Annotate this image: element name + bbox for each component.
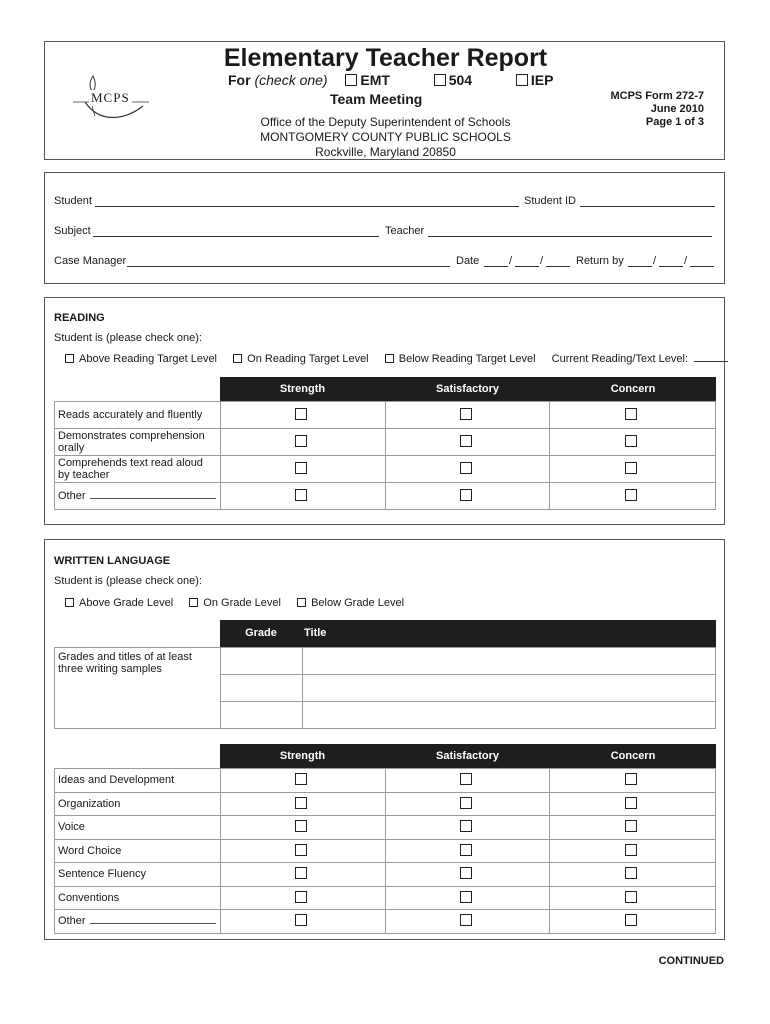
reading-row-label: Comprehends text read aloud by teacher [55,456,221,483]
written-row-label: Conventions [55,886,221,910]
date-label: Date [456,255,480,267]
title-header: Title [304,627,327,639]
teacher-field[interactable] [428,236,712,237]
city-address: Rockville, Maryland 20850 [315,145,456,159]
reading-2-satisfactory-checkbox[interactable] [460,462,472,474]
page-number: Page 1 of 3 [645,116,704,128]
subject-field[interactable] [93,236,379,237]
reading-options-row [65,353,728,365]
written-1-concern-checkbox[interactable] [625,797,637,809]
written-row-label: Voice [55,816,221,840]
reading-other-field[interactable] [90,498,216,499]
written-6-concern-checkbox[interactable] [625,914,637,926]
written-row-label: Ideas and Development [55,769,221,793]
written-3-strength-checkbox[interactable] [295,844,307,856]
written-row-label: Other [55,910,221,934]
table-row [55,769,716,793]
date-slash-2: / [540,255,544,267]
continued-label: CONTINUED [658,955,724,967]
return-month-field[interactable] [628,266,652,267]
writing-samples-table [54,647,716,729]
written-concern-header: Concern [610,750,656,762]
written-0-strength-checkbox[interactable] [295,773,307,785]
above-grade-checkbox[interactable] [65,598,74,607]
written-2-strength-checkbox[interactable] [295,820,307,832]
written-prompt: Student is (please check one): [54,575,202,587]
reading-1-concern-checkbox[interactable] [625,435,637,447]
return-slash-1: / [653,255,657,267]
reading-row-label: Other [55,483,221,510]
date-month-field[interactable] [484,266,508,267]
reading-rating-table [54,401,716,510]
reading-0-concern-checkbox[interactable] [625,408,637,420]
current-level-label: Current Reading/Text Level: [551,353,689,365]
form-number: MCPS Form 272-7 [610,90,704,102]
above-reading-checkbox[interactable] [65,354,74,363]
sample-grade-cell[interactable] [220,702,302,729]
written-6-satisfactory-checkbox[interactable] [460,914,472,926]
above-grade-label: Above Grade Level [79,597,174,609]
subject-label: Subject [54,225,91,237]
table-row [55,429,716,456]
case-manager-field[interactable] [127,266,450,267]
written-other-field[interactable] [90,923,216,924]
on-grade-checkbox[interactable] [189,598,198,607]
on-reading-label: On Reading Target Level [247,353,369,365]
student-id-field[interactable] [580,206,715,207]
written-satisfactory-header: Satisfactory [436,750,499,762]
current-level-field[interactable] [694,361,728,362]
grade-header: Grade [245,627,277,639]
for-label: For [228,72,251,88]
table-row [55,792,716,816]
written-row-label: Word Choice [55,839,221,863]
reading-concern-header: Concern [610,383,656,395]
written-5-concern-checkbox[interactable] [625,891,637,903]
written-0-concern-checkbox[interactable] [625,773,637,785]
written-5-strength-checkbox[interactable] [295,891,307,903]
written-strength-header: Strength [279,750,326,762]
emt-checkbox[interactable] [345,74,357,86]
written-3-concern-checkbox[interactable] [625,844,637,856]
reading-3-strength-checkbox[interactable] [295,489,307,501]
written-rating-table [54,768,716,934]
written-2-satisfactory-checkbox[interactable] [460,820,472,832]
reading-0-strength-checkbox[interactable] [295,408,307,420]
reading-prompt: Student is (please check one): [54,332,202,344]
written-4-strength-checkbox[interactable] [295,867,307,879]
sample-grade-cell[interactable] [220,675,302,702]
written-2-concern-checkbox[interactable] [625,820,637,832]
date-slash-1: / [509,255,513,267]
written-0-satisfactory-checkbox[interactable] [460,773,472,785]
written-4-concern-checkbox[interactable] [625,867,637,879]
student-field[interactable] [95,206,519,207]
team-meeting-label: Team Meeting [330,91,423,107]
date-day-field[interactable] [515,266,539,267]
504-label: 504 [448,72,473,88]
on-reading-checkbox[interactable] [233,354,242,363]
reading-2-concern-checkbox[interactable] [625,462,637,474]
written-row-label: Organization [55,792,221,816]
table-row [55,816,716,840]
reading-1-satisfactory-checkbox[interactable] [460,435,472,447]
written-6-strength-checkbox[interactable] [295,914,307,926]
table-row [55,839,716,863]
student-info-box [44,172,725,284]
below-reading-label: Below Reading Target Level [398,353,536,365]
samples-label: Grades and titles of at least three writing samples [55,648,221,729]
reading-3-satisfactory-checkbox[interactable] [460,489,472,501]
on-grade-label: On Grade Level [203,597,281,609]
below-grade-checkbox[interactable] [297,598,306,607]
reading-3-concern-checkbox[interactable] [625,489,637,501]
office-name: Office of the Deputy Superintendent of Schools [260,115,511,129]
written-language-box [44,539,725,940]
table-row [55,456,716,483]
return-by-label: Return by [576,255,624,267]
iep-checkbox[interactable] [516,74,528,86]
reading-1-strength-checkbox[interactable] [295,435,307,447]
reading-2-strength-checkbox[interactable] [295,462,307,474]
case-manager-label: Case Manager [54,255,127,267]
written-heading: WRITTEN LANGUAGE [54,555,171,567]
sample-title-cell[interactable] [302,675,715,702]
return-slash-2: / [684,255,688,267]
table-row [55,910,716,934]
return-year-field[interactable] [690,266,714,267]
reading-row-label: Demonstrates comprehension orally [55,429,221,456]
504-checkbox[interactable] [434,74,446,86]
reading-box [44,297,725,525]
reading-heading: READING [54,312,105,324]
sample-grade-cell[interactable] [220,648,302,675]
reading-rating-header [220,377,716,401]
below-reading-checkbox[interactable] [385,354,394,363]
written-4-satisfactory-checkbox[interactable] [460,867,472,879]
written-row-label: Sentence Fluency [55,863,221,887]
district-name: MONTGOMERY COUNTY PUBLIC SCHOOLS [260,130,511,144]
samples-header [220,620,716,647]
table-row [55,886,716,910]
written-3-satisfactory-checkbox[interactable] [460,844,472,856]
written-5-satisfactory-checkbox[interactable] [460,891,472,903]
logo-text: MCPS [91,90,130,105]
iep-label: IEP [530,72,554,88]
header-box [44,41,725,160]
written-options-row [65,597,404,609]
emt-label: EMT [360,72,390,88]
reading-row-label: Reads accurately and fluently [55,402,221,429]
above-reading-label: Above Reading Target Level [79,353,218,365]
written-1-strength-checkbox[interactable] [295,797,307,809]
written-1-satisfactory-checkbox[interactable] [460,797,472,809]
sample-title-cell[interactable] [302,702,715,729]
student-id-label: Student ID [524,195,576,207]
form-date: June 2010 [650,103,704,115]
table-row [55,483,716,510]
return-day-field[interactable] [659,266,683,267]
written-rating-header [220,744,716,768]
sample-title-cell[interactable] [302,648,715,675]
below-grade-label: Below Grade Level [311,597,405,609]
reading-strength-header: Strength [279,383,326,395]
table-row [55,863,716,887]
table-row [55,402,716,429]
teacher-label: Teacher [385,225,425,237]
page-title: Elementary Teacher Report [223,44,548,72]
date-year-field[interactable] [546,266,570,267]
reading-0-satisfactory-checkbox[interactable] [460,408,472,420]
check-one-label: (check one) [254,72,328,88]
meeting-type-row [228,72,553,88]
student-label: Student [54,195,92,207]
reading-satisfactory-header: Satisfactory [436,383,499,395]
